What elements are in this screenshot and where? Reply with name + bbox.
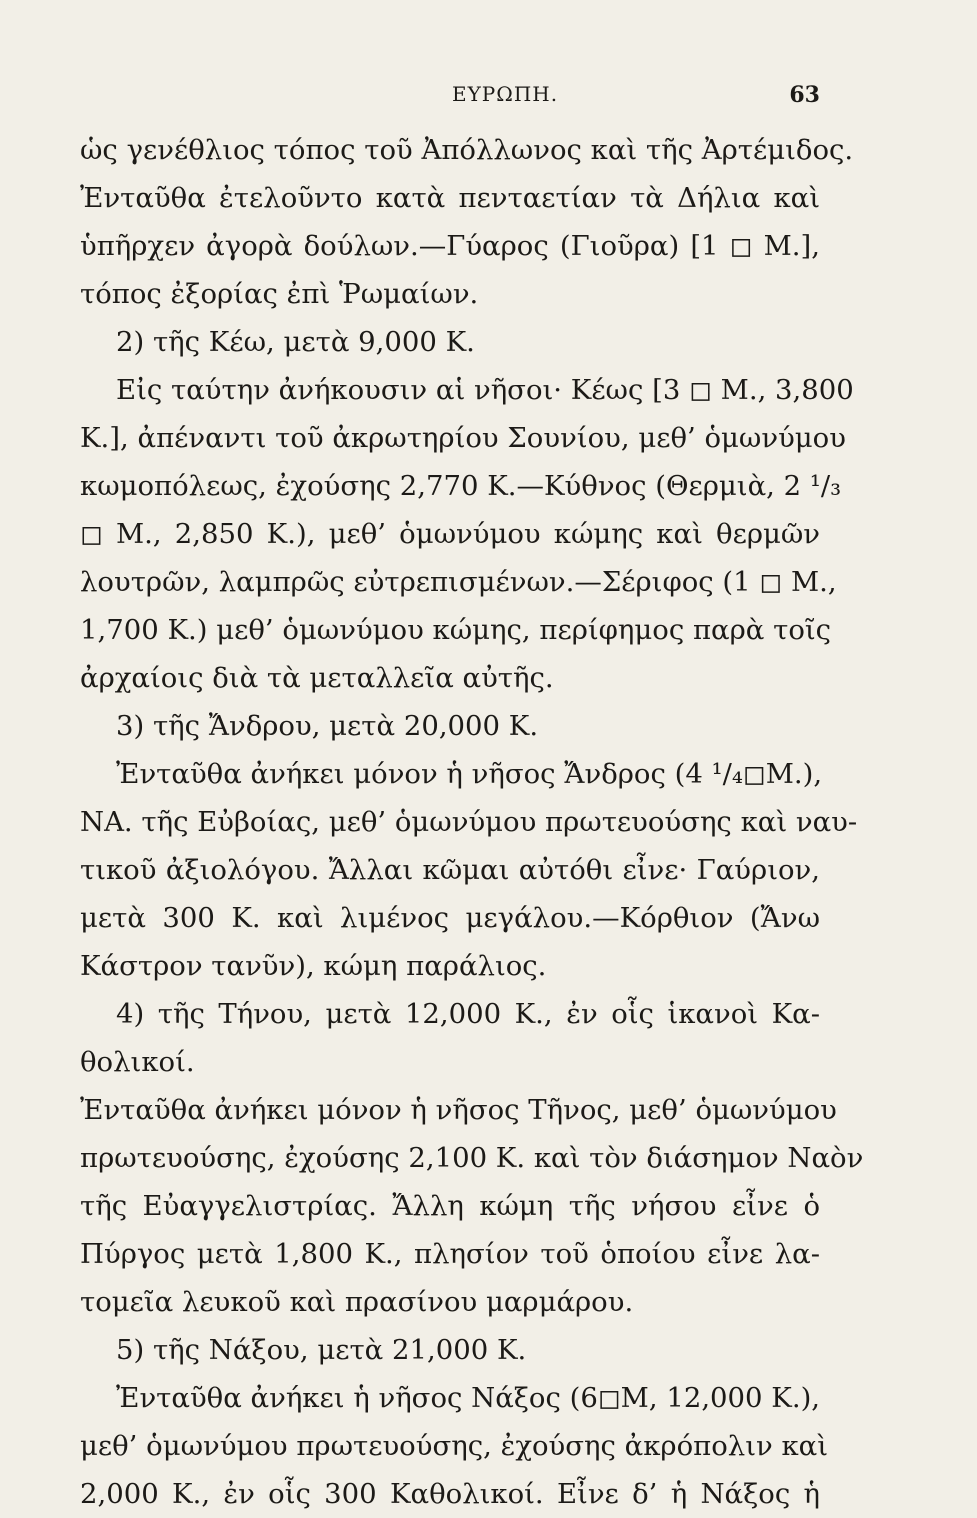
text-line: Ἐνταῦθα ἐτελοῦντο κατὰ πενταετίαν τὰ Δήλια καὶ [80,182,820,214]
text-line: ὡς γενέθλιος τόπος τοῦ Ἀπόλλωνος καὶ τῆς Ἀρτέμιδος. [80,134,854,166]
text-line: Ἐνταῦθα ἀνήκει μόνον ἡ νῆσος Ἄνδρος (4 ¹/₄◻Μ.), [116,758,823,790]
text-line: 2,000 Κ., ἐν οἷς 300 Καθολικοί. Εἶνε δ’ ἡ Νάξος ἡ [80,1478,820,1510]
text-line: ◻ Μ., 2,850 Κ.), μεθ’ ὁμωνύμου κώμης καὶ θερμῶν [80,518,820,550]
text-line: 2) τῆς Κέω, μετὰ 9,000 Κ. [116,326,475,358]
text-line: 4) τῆς Τήνου, μετὰ 12,000 Κ., ἐν οἷς ἱκανοὶ Κα- [116,998,820,1030]
running-title: ΕΥΡΩΠΗ. [452,82,559,106]
text-line: τομεῖα λευκοῦ καὶ πρασίνου μαρμάρου. [80,1286,634,1318]
page-number: 63 [789,82,820,108]
text-line: 1,700 Κ.) μεθ’ ὁμωνύμου κώμης, περίφημος παρὰ τοῖς [80,614,832,646]
text-line: Ἐνταῦθα ἀνήκει ἡ νῆσος Νάξος (6◻Μ, 12,000 Κ.), [116,1382,821,1414]
text-line: Κάστρον τανῦν), κώμη παράλιος. [80,950,547,982]
text-line: ὑπῆρχεν ἀγορὰ δούλων.—Γύαρος (Γιοῦρα) [1 ◻ Μ.], [80,230,820,262]
text-line: ΝΑ. τῆς Εὐβοίας, μεθ’ ὁμωνύμου πρωτευούσης καὶ ναυ- [80,806,858,838]
text-line: μετὰ 300 Κ. καὶ λιμένος μεγάλου.—Κόρθιον (Ἄνω [80,902,820,934]
text-line: τόπος ἐξορίας ἐπὶ Ῥωμαίων. [80,278,479,310]
text-line: ἀρχαίοις διὰ τὰ μεταλλεῖα αὐτῆς. [80,662,554,694]
text-line: Κ.], ἀπέναντι τοῦ ἀκρωτηρίου Σουνίου, μεθ’ ὁμωνύμου [80,422,846,454]
page-header [80,78,820,118]
text-line: μεθ’ ὁμωνύμου πρωτευούσης, ἐχούσης ἀκρόπολιν καὶ [80,1430,828,1462]
text-line: Πύργος μετὰ 1,800 Κ., πλησίον τοῦ ὁποίου εἶνε λα- [80,1238,820,1270]
text-line: πρωτευούσης, ἐχούσης 2,100 Κ. καὶ τὸν διάσημον Ναὸν [80,1142,864,1174]
text-line: λουτρῶν, λαμπρῶς εὐτρεπισμένων.—Σέριφος (1 ◻ Μ., [80,566,837,598]
text-line: θολικοί. [80,1046,195,1078]
text-line: τικοῦ ἀξιολόγου. Ἄλλαι κῶμαι αὐτόθι εἶνε· Γαύριον, [80,854,820,886]
text-line: τῆς Εὐαγγελιστρίας. Ἄλλη κώμη τῆς νήσου εἶνε ὁ [80,1190,820,1222]
text-line: κωμοπόλεως, ἐχούσης 2,770 Κ.—Κύθνος (Θερμιὰ, 2 ¹/₃ [80,470,842,502]
text-line: 5) τῆς Νάξου, μετὰ 21,000 Κ. [116,1334,527,1366]
text-line: Ἐνταῦθα ἀνήκει μόνον ἡ νῆσος Τῆνος, μεθ’ ὁμωνύμου [80,1094,837,1126]
text-line: 3) τῆς Ἄνδρου, μετὰ 20,000 Κ. [116,710,539,742]
body-text [80,126,864,1518]
text-line: Εἰς ταύτην ἀνήκουσιν αἱ νῆσοι· Κέως [3 ◻ Μ., 3,800 [116,374,854,406]
